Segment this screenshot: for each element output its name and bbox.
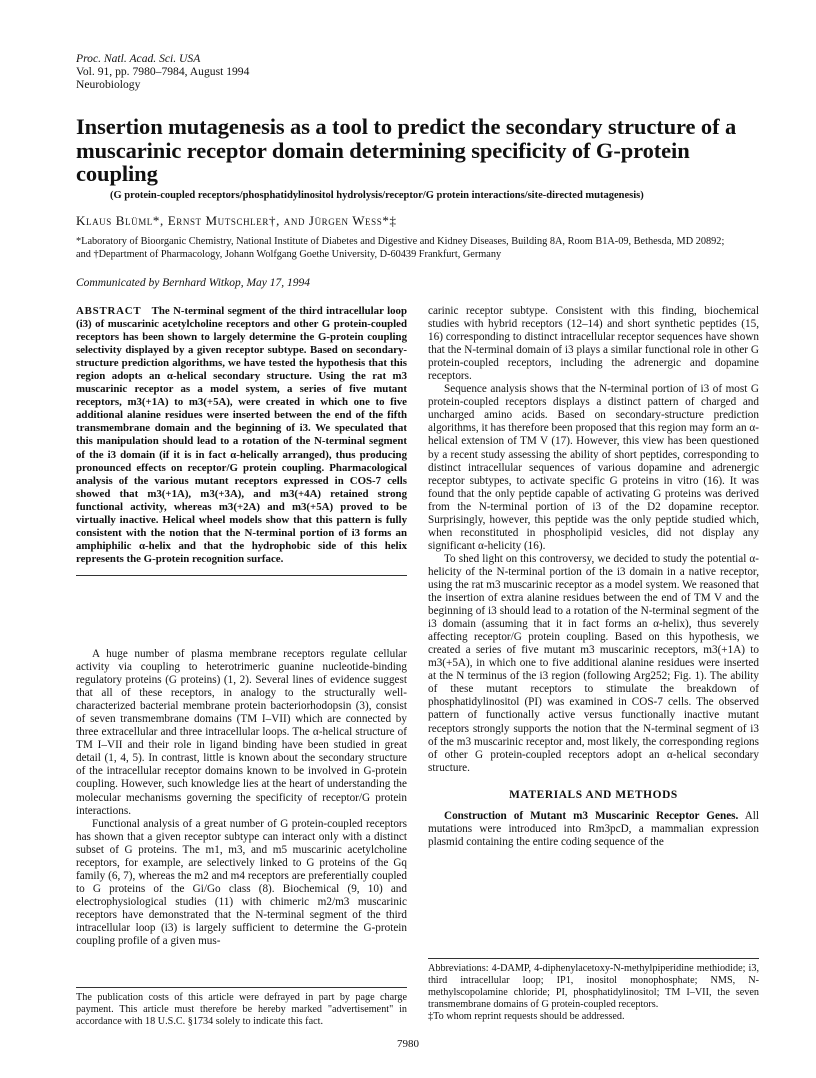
affiliation-1: *Laboratory of Bioorganic Chemistry, National Institute of Diabetes and Digestive and Kidney Diseases, Building 8A, Room B1A-09, Bethesda, MD 20892; [76,236,725,247]
paragraph: carinic receptor subtype. Consistent with this finding, biochemical studies with hybrid receptors (12–14) and short synthetic peptides (15, 16) corresponding to distinct intracellular receptor sequences have shown that the N-terminal domain of i3 plays a similar functional role in other G protein-coupled receptors, including the adrenergic and dopamine receptors. [428,305,759,383]
communicated-by: Communicated by Bernhard Witkop, May 17, 1994 [76,277,311,289]
paragraph: Functional analysis of a great number of G protein-coupled receptors has shown that a given receptor subtype can interact only with a distinct subset of G proteins. The m1, m3, and m5 muscarinic acetylcholine receptors, for example, are selectively linked to G proteins of the Gq family (6, 7), whereas the m2 and m4 receptors are preferentially coupled to G proteins of the Gi/Go class (8). Biochemical (9, 10) and electrophysiological studies (11) with chimeric m2/m3 muscarinic receptors have demonstrated that the N-terminal segment of the third intracellular loop (i3) is largely sufficient to determine the G-protein coupling profile of a given mus- [76,817,407,948]
volume-info: Vol. 91, pp. 7980–7984, August 1994 [76,65,250,78]
publication-cost-footnote: The publication costs of this article were defrayed in part by page charge payment. This article must therefore be hereby marked "advertisement" in accordance with 18 U.S.C. §1734 solely to indicate this fact. [76,987,407,1028]
reprint-note: ‡To whom reprint requests should be addressed. [428,1011,625,1022]
paragraph: A huge number of plasma membrane receptors regulate cellular activity via coupling to heterotrimeric guanine nucleotide-binding regulatory proteins (G proteins) (1, 2). Several lines of evidence suggest that all of these receptors, in analogy to the structurally well-characterized bacterial membrane protein bacteriorhodopsin (3), consist of seven transmembrane domains (TM I–VII) which are connected by three extracellular and three intracellular loops. The α-helical structure of TM I–VII and their role in ligand binding have been studied in great detail (1, 4, 5). In contrast, little is known about the secondary structure of the intracellular receptor domains known to be involved in G-protein coupling. However, such knowledge lies at the heart of understanding the molecular mechanisms governing the specificity of receptor/G protein interactions. [76,648,407,817]
section-label: Neurobiology [76,78,141,91]
abbreviations-footnote [428,958,759,1023]
journal-header [76,52,249,91]
methods-text: All mutations were introduced into Rm3pcD, a mammalian expression plasmid containing the entire coding sequence of the [428,809,759,848]
left-column-body [76,648,407,948]
affiliations [76,236,796,261]
methods-subheading: Construction of Mutant m3 Muscarinic Receptor Genes. [444,809,739,822]
paragraph: Sequence analysis shows that the N-terminal portion of i3 of most G protein-coupled receptors displays a distinct pattern of charged and uncharged amino acids. Based on secondary-structure prediction algorithms, it has therefore been proposed that this region may form an α-helical extension of TM V (17). However, this view has been questioned by a recent study assessing the ability of short peptides, corresponding to distinct intracellular sequences of various dopamine and adrenergic receptor subtypes, to activate specific G proteins in vitro (16). It was found that the only peptide capable of activating G proteins was derived from the N-terminal portion of i3 of the D2 dopamine receptor. Surprisingly, however, this peptide was the only peptide studied which, when reconstituted in phospholipid vesicles, did not display any significant α-helicity (16). [428,383,759,552]
right-column-body [428,305,759,849]
abstract-label: ABSTRACT [76,305,142,317]
keywords: (G protein-coupled receptors/phosphatidylinositol hydrolysis/receptor/G protein interactions/site-directed mutagenesis) [110,190,644,201]
abstract-text: The N-terminal segment of the third intracellular loop (i3) of muscarinic acetylcholine receptors and other G protein-coupled receptors has been shown to largely determine the G-protein coupling selectivity displayed by a given receptor subtype. Based on secondary-structure prediction algorithms, we have tested the hypothesis that this region adopts an α-helical secondary structure. Using the rat m3 muscarinic receptor as a model system, a series of five mutant receptors, m3(+1A) to m3(+5A), were created in which one to five additional alanine residues were inserted between the end of the fifth transmembrane domain and the beginning of i3. We speculated that this manipulation should lead to a rotation of the N-terminal segment of the i3 domain (if it is in fact α-helically arranged), thus producing pronounced effects on receptor/G protein coupling. Pharmacological analysis of the various mutant receptors expressed in COS-7 cells showed that m3(+1A), m3(+3A), and m3(+4A) retained strong functional activity, whereas m3(+2A) and m3(+5A) proved to be virtually inactive. Helical wheel models show that this pattern is fully consistent with the notion that the N-terminal portion of i3 forms an amphiphilic α-helix and that the hydrophobic side of this helix represents the G-protein recognition surface. [76,305,407,565]
authors: Klaus Blüml*, Ernst Mutschler†, and Jürgen Wess*‡ [76,213,397,228]
section-heading: MATERIALS AND METHODS [509,788,678,801]
journal-name: Proc. Natl. Acad. Sci. USA [76,52,201,65]
article-title: Insertion mutagenesis as a tool to predict the secondary structure of a muscarinic receptor domain determining specificity of G-protein coupling [76,114,737,186]
page-number: 7980 [397,1038,419,1050]
methods-paragraph [428,810,759,849]
paragraph: To shed light on this controversy, we decided to study the potential α-helicity of the N-terminal portion of the i3 domain in a native receptor, using the rat m3 muscarinic receptor as a model system. We reasoned that the insertion of extra alanine residues between the end of TM V and the beginning of i3 should lead to a rotation of the N-terminal segment of the i3 domain (assuming that it in fact forms an α-helix), thus severely affecting receptor/G protein coupling. Based on this hypothesis, we created a series of five mutant m3 muscarinic receptors, m3(+1A) to m3(+5A), in which one to five additional alanine residues were inserted at the N terminus of the i3 region (following Arg252; Fig. 1). The ability of these mutant receptors to stimulate the breakdown of phosphatidylinositol (PI) was examined in COS-7 cells. The observed pattern of functionally active versus functionally inactive mutant receptors strongly supports the notion that the N-terminal segment of i3 of the m3 muscarinic receptor and, most likely, the corresponding regions of other G protein-coupled receptors adopt an α-helical secondary structure. [428,552,759,774]
abstract [76,305,407,576]
affiliation-2: and †Department of Pharmacology, Johann Wolfgang Goethe University, D-60439 Frankfurt, Germany [76,248,502,260]
abbreviations: Abbreviations: 4-DAMP, 4-diphenylacetoxy-N-methylpiperidine methiodide; i3, third intracellular loop; IP1, inositol monophosphate; NMS, N-methylscopolamine chloride; PI, phosphatidylinositol; TM I–VII, the seven transmembrane domains of G protein-coupled receptors. [428,963,759,1010]
